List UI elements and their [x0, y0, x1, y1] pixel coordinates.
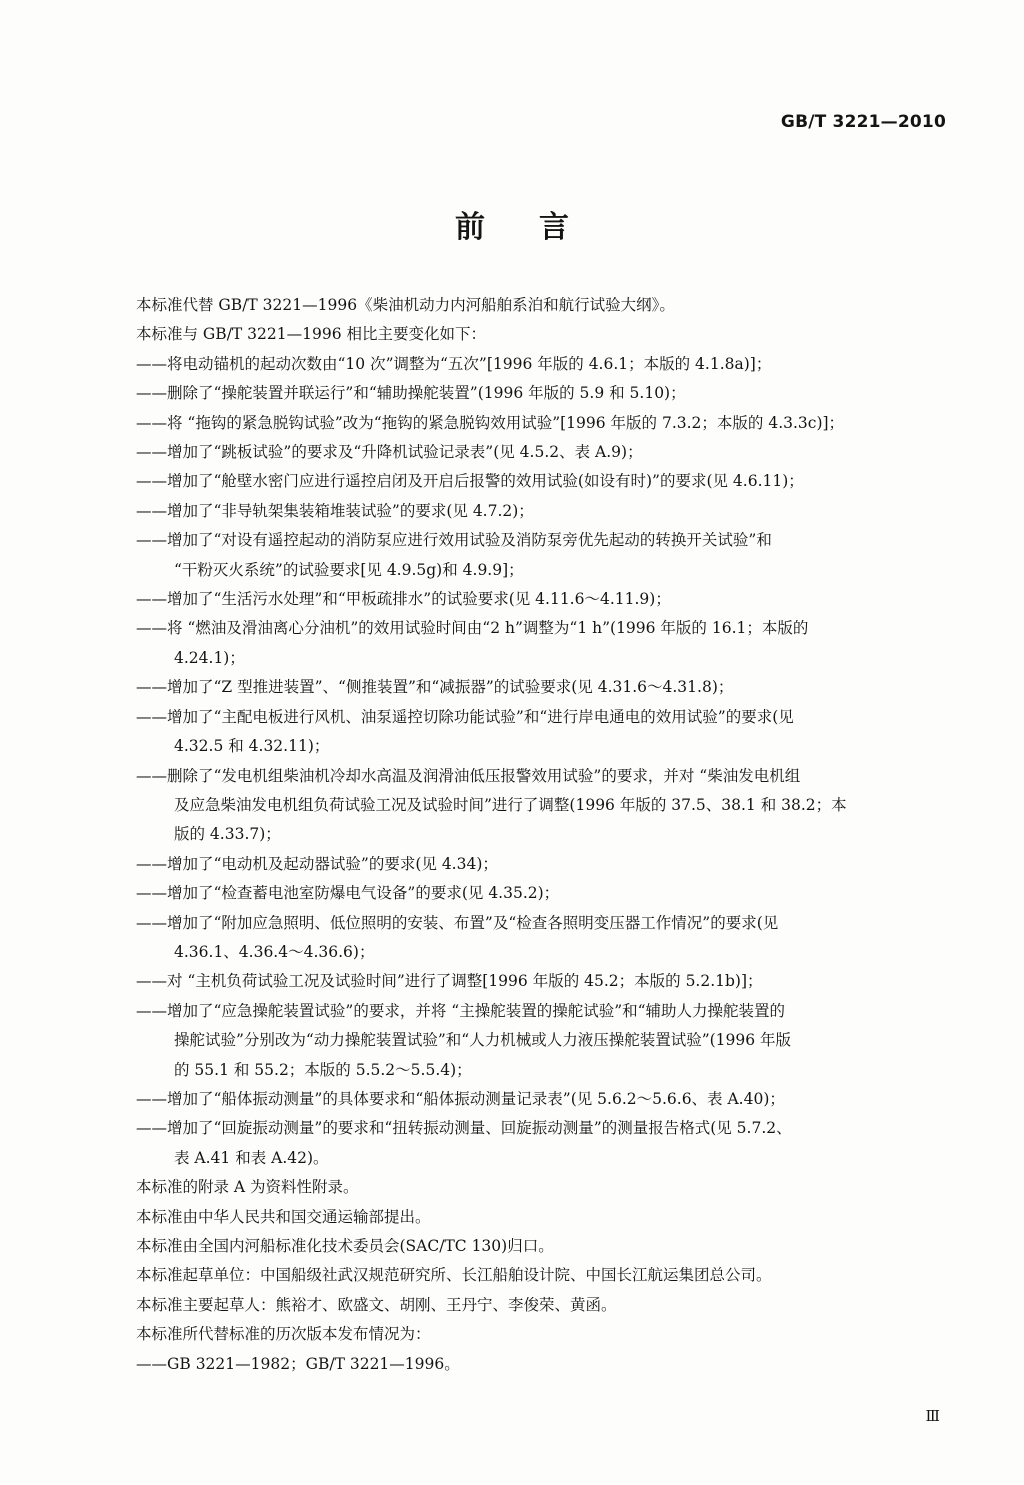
- change-line: ——删除了“操舵装置并联运行”和“辅助操舵装置”(1996 年版的 5.9 和 5.10)；: [136, 384, 686, 403]
- change-line-continuation: 操舵试验”分别改为“动力操舵装置试验”和“人力机械或人力液压操舵装置试验”(1996 年版: [174, 1031, 792, 1050]
- closing-paragraph: ——GB 3221—1982；GB/T 3221—1996。: [136, 1354, 460, 1373]
- standard-code: GB/T 3221—2010: [780, 112, 946, 132]
- change-line: ——将电动锚机的起动次数由“10 次”调整为“五次”[1996 年版的 4.6.1；本版的 4.1.8a)]；: [136, 354, 772, 373]
- change-item: [136, 379, 952, 408]
- change-item: [136, 585, 952, 614]
- change-line: ——增加了“对设有遥控起动的消防泵应进行效用试验及消防泵旁优先起动的转换开关试验”和: [136, 531, 772, 550]
- change-item: [136, 467, 952, 496]
- change-line-continuation: 版的 4.33.7)；: [174, 825, 281, 844]
- change-line: ——对 “主机负荷试验工况及试验时间”进行了调整[1996 年版的 45.2；本版的 5.2.1b)]；: [136, 972, 763, 991]
- change-line: ——增加了“检查蓄电池室防爆电气设备”的要求(见 4.35.2)；: [136, 884, 560, 903]
- change-item: [136, 438, 952, 467]
- change-line-continuation: “干粉灭火系统”的试验要求[见 4.9.5g)和 4.9.9]；: [174, 560, 524, 579]
- change-item: [136, 850, 952, 879]
- change-line: ——增加了“舱壁水密门应进行遥控启闭及开启后报警的效用试验(如设有时)”的要求(见 4.6.11)；: [136, 472, 804, 491]
- change-item: [136, 1085, 952, 1114]
- change-item: [136, 997, 952, 1085]
- change-line-continuation: 4.36.1、4.36.4～4.36.6)；: [174, 942, 375, 961]
- change-line: ——增加了“回旋振动测量”的要求和“扭转振动测量、回旋振动测量”的测量报告格式(见 5.7.2、: [136, 1119, 792, 1138]
- change-line: ——将 “燃油及滑油离心分油机”的效用试验时间由“2 h”调整为“1 h”(1996 年版的 16.1；本版的: [136, 619, 809, 638]
- change-line: ——删除了“发电机组柴油机冷却水高温及润滑油低压报警效用试验”的要求，并对 “柴油发电机组: [136, 766, 801, 785]
- change-line-continuation: 的 55.1 和 55.2；本版的 5.5.2～5.5.4)；: [174, 1060, 472, 1079]
- change-line: ——增加了“Z 型推进装置”、“侧推装置”和“减振器”的试验要求(见 4.31.6～4.31.8)；: [136, 678, 734, 697]
- change-line: ——增加了“附加应急照明、低位照明的安装、布置”及“检查各照明变压器工作情况”的要求(见: [136, 913, 779, 932]
- change-line: ——增加了“电动机及起动器试验”的要求(见 4.34)；: [136, 854, 498, 873]
- change-item: [136, 909, 952, 968]
- page-number: Ⅲ: [925, 1407, 940, 1425]
- change-item: [136, 1114, 952, 1173]
- change-item: [136, 673, 952, 702]
- closing-paragraph: 本标准由全国内河船标准化技术委员会(SAC/TC 130)归口。: [136, 1237, 554, 1255]
- intro-paragraph: 本标准代替 GB/T 3221—1996《柴油机动力内河船舶系泊和航行试验大纲》。: [136, 296, 675, 314]
- change-item: [136, 497, 952, 526]
- change-item: [136, 526, 952, 585]
- change-line: ——增加了“生活污水处理”和“甲板疏排水”的试验要求(见 4.11.6～4.11.9)；: [136, 590, 671, 609]
- closing-paragraph: 本标准起草单位：中国船级社武汉规范研究所、长江船舶设计院、中国长江航运集团总公司。: [136, 1266, 772, 1285]
- change-line-continuation: 表 A.41 和表 A.42)。: [174, 1148, 329, 1167]
- change-line-continuation: 4.24.1)；: [174, 648, 245, 667]
- change-item: [136, 614, 952, 673]
- intro-paragraph: 本标准与 GB/T 3221—1996 相比主要变化如下：: [136, 325, 487, 344]
- change-line: ——增加了“主配电板进行风机、油泵遥控切除功能试验”和“进行岸电通电的效用试验”的要求(见: [136, 707, 794, 726]
- closing-paragraph: 本标准由中华人民共和国交通运输部提出。: [136, 1207, 431, 1226]
- change-item: [136, 703, 952, 762]
- change-line-continuation: 及应急柴油发电机组负荷试验工况及试验时间”进行了调整(1996 年版的 37.5、38.1 和 38.2；本: [174, 795, 847, 814]
- change-item: [136, 409, 952, 438]
- closing-paragraph: 本标准的附录 A 为资料性附录。: [136, 1178, 359, 1197]
- change-line: ——增加了“船体振动测量”的具体要求和“船体振动测量记录表”(见 5.6.2～5.6.6、表 A.40)；: [136, 1089, 785, 1108]
- change-item: [136, 350, 952, 379]
- change-line: ——增加了“非导轨架集装箱堆装试验”的要求(见 4.7.2)；: [136, 501, 534, 520]
- change-item: [136, 762, 952, 850]
- document-body: [136, 291, 952, 1379]
- change-item: [136, 879, 952, 908]
- change-item: [136, 967, 952, 996]
- page-title: 前言: [455, 210, 623, 245]
- change-line-continuation: 4.32.5 和 4.32.11)；: [174, 737, 330, 756]
- closing-paragraph: 本标准所代替标准的历次版本发布情况为：: [136, 1325, 431, 1344]
- change-line: ——将 “拖钩的紧急脱钩试验”改为“拖钩的紧急脱钩效用试验”[1996 年版的 7.3.2；本版的 4.3.3c)]；: [136, 413, 845, 432]
- change-line: ——增加了“应急操舵装置试验”的要求，并将 “主操舵装置的操舵试验”和“辅助人力操舵装置的: [136, 1001, 786, 1020]
- change-line: ——增加了“跳板试验”的要求及“升降机试验记录表”(见 4.5.2、表 A.9)；: [136, 443, 643, 462]
- closing-paragraph: 本标准主要起草人：熊裕才、欧盛文、胡刚、王丹宁、李俊荣、黄函。: [136, 1295, 617, 1314]
